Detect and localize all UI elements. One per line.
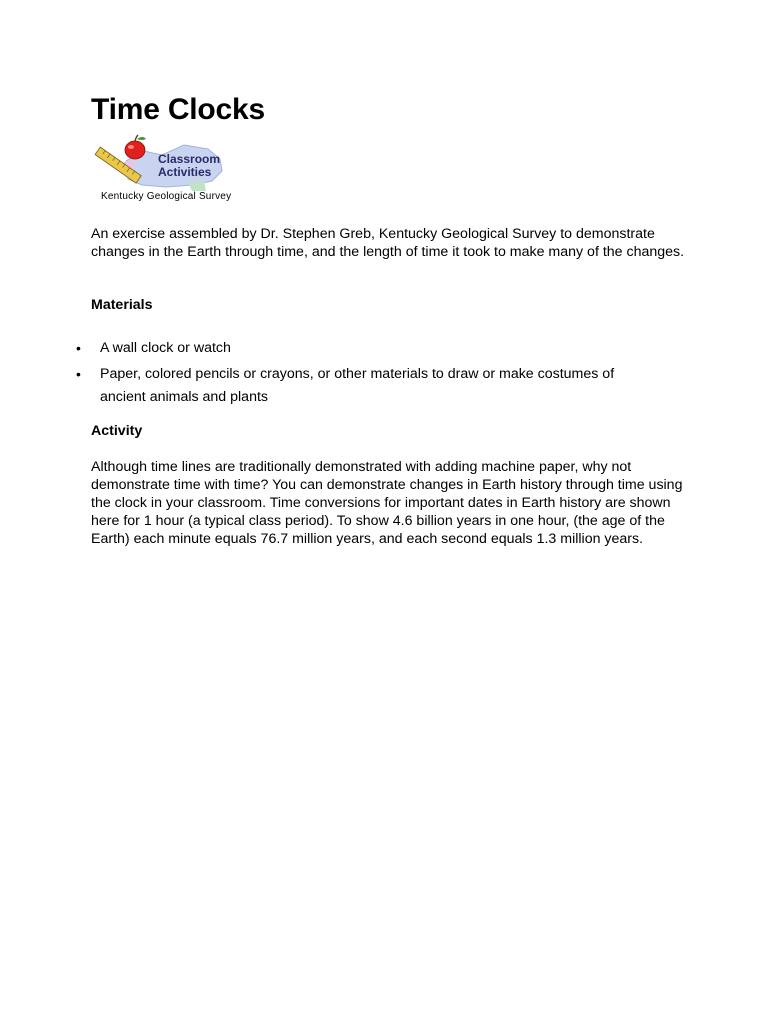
- logo-label-classroom: Classroom: [158, 152, 221, 166]
- bullet-icon: •: [76, 340, 81, 356]
- list-item-text: A wall clock or watch: [100, 340, 231, 356]
- list-item-text: Paper, colored pencils or crayons, or other materials to draw or make costumes of ancient animals and plants: [100, 366, 615, 405]
- apple-icon: [125, 135, 146, 159]
- materials-list: [0, 337, 768, 412]
- list-item: [0, 337, 660, 360]
- logo-caption: Kentucky Geological Survey: [101, 191, 232, 202]
- page-title: Time Clocks: [91, 93, 265, 126]
- list-item: [0, 363, 660, 409]
- activity-heading: Activity: [91, 423, 143, 439]
- intro-paragraph: An exercise assembled by Dr. Stephen Greb, Kentucky Geological Survey to demonstrate changes in the Earth through time, and the length of time it took to make many of the changes.: [91, 226, 685, 260]
- materials-heading: Materials: [91, 297, 153, 313]
- bullet-icon: •: [76, 366, 81, 382]
- activity-paragraph: Although time lines are traditionally demonstrated with adding machine paper, why not demonstrate time with time? You can demonstrate changes in Earth history through time using the clock in your classroom. Time conversions for important dates in Earth history are shown here for 1 hour (a typical class period). To show 4.6 billion years in one hour, (the age of the Earth) each minute equals 76.7 million years, and each second equals 1.3 million years.: [91, 459, 683, 547]
- logo-label-activities: Activities: [158, 165, 212, 179]
